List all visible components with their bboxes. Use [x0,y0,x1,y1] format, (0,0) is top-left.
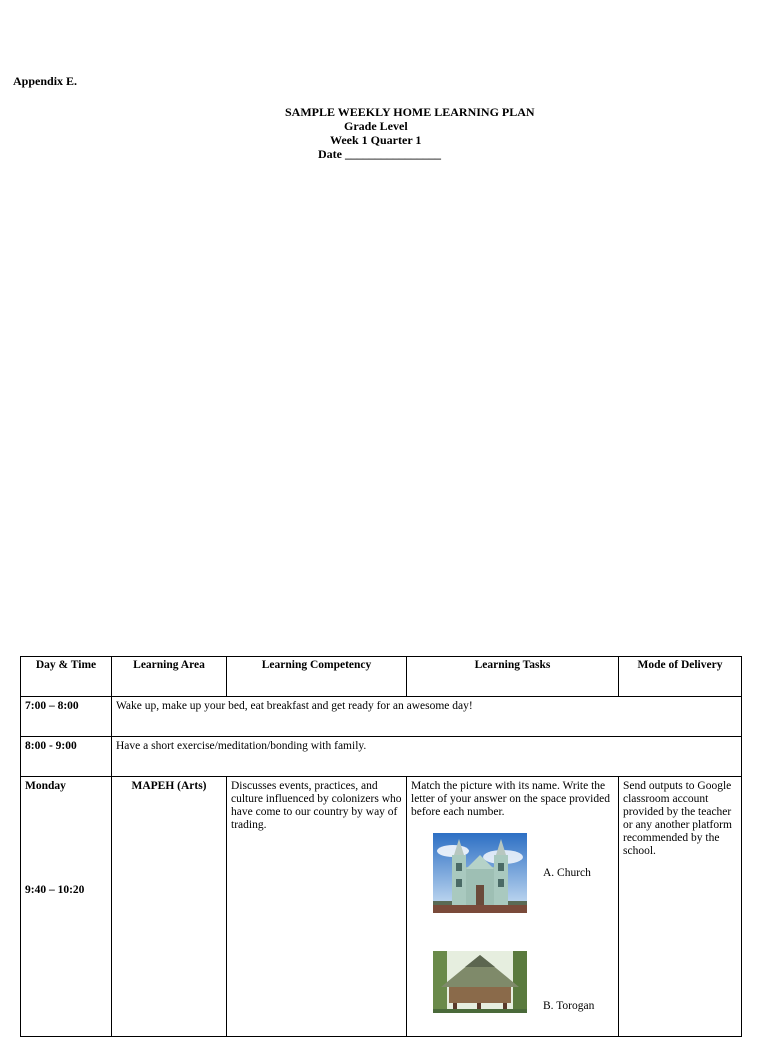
learning-plan-table [20,656,742,1037]
header-learning-area: Learning Area [112,657,227,697]
option-a-row [433,833,614,913]
monday-day-label: Monday [25,780,66,792]
monday-time-label: 9:40 – 10:20 [25,884,85,896]
week-quarter-line: Week 1 Quarter 1 [330,133,422,147]
option-b-row [433,951,614,1013]
option-b-label: B. Torogan [543,1000,595,1012]
grade-level-line: Grade Level [344,119,408,133]
header-day-time: Day & Time [21,657,112,697]
row-time-8: 8:00 - 9:00 [21,737,112,777]
monday-learning-area: MAPEH (Arts) [112,777,227,1037]
row-activity-8: Have a short exercise/meditation/bonding with family. [112,737,742,777]
church-image [433,833,527,913]
monday-mode-of-delivery: Send outputs to Google classroom account provided by the teacher or any another platform recommended by the school. [619,777,742,1037]
header-mode-of-delivery: Mode of Delivery [619,657,742,697]
option-a-label: A. Church [543,866,591,879]
table-header-row [21,657,742,697]
torogan-image [433,951,527,1013]
monday-task-instruction: Match the picture with its name. Write the letter of your answer on the space provided before each number. [411,780,610,818]
monday-learning-competency: Discusses events, practices, and culture influenced by colonizers who have come to our country by way of trading. [227,777,407,1037]
date-line: Date ________________ [318,147,441,161]
header-learning-competency: Learning Competency [227,657,407,697]
monday-day-time-cell [21,777,112,1037]
table-row [21,737,742,777]
monday-learning-tasks-cell [407,777,619,1037]
table-row-monday [21,777,742,1037]
appendix-label: Appendix E. [13,74,78,88]
row-activity-7: Wake up, make up your bed, eat breakfast and get ready for an awesome day! [112,697,742,737]
row-time-7: 7:00 – 8:00 [21,697,112,737]
table-row [21,697,742,737]
header-learning-tasks: Learning Tasks [407,657,619,697]
document-title: SAMPLE WEEKLY HOME LEARNING PLAN [285,105,535,119]
